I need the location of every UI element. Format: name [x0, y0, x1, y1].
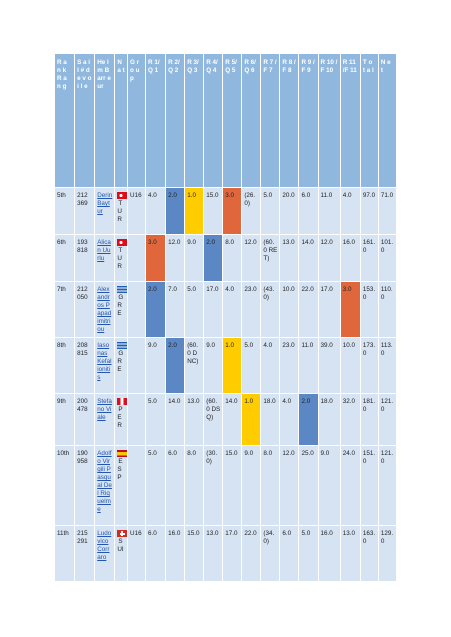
race-score-cell: 23.0 [242, 282, 261, 338]
total-cell: 173.0 [360, 338, 378, 394]
turkey-flag-icon [117, 239, 127, 246]
race-score-cell: 8.0 [261, 446, 280, 526]
nationality-code: TUR [117, 247, 123, 270]
header-r8: R 8 / F 8 [280, 54, 299, 188]
race-score-cell: 9.0 [204, 338, 223, 394]
race-score-cell: (26.0) [242, 188, 261, 235]
race-score-cell: 14.0 [299, 235, 318, 282]
header-r5: R 5/ Q 5 [223, 54, 242, 188]
header-r3: R 3/ Q 3 [185, 54, 204, 188]
race-score-cell: 32.0 [340, 394, 360, 446]
rank-cell: 6th [55, 235, 75, 282]
nationality-code: PER [117, 406, 123, 429]
rank-cell: 5th [55, 188, 75, 235]
nationality-code: GRE [117, 294, 124, 317]
header-total: T o t a l [360, 54, 378, 188]
table-row [55, 446, 397, 526]
race-score-cell: 14.0 [223, 394, 242, 446]
race-score-cell: 16.0 [340, 235, 360, 282]
header-net: N e t [378, 54, 396, 188]
total-cell: 163.0 [360, 526, 378, 582]
race-score-cell: 16.0 [166, 526, 185, 582]
header-r6: R 6/ Q 6 [242, 54, 261, 188]
spain-flag-icon [117, 450, 127, 457]
race-score-cell: (60.0 DSQ) [204, 394, 223, 446]
header-nat: N a t [115, 54, 128, 188]
table-row [55, 282, 397, 338]
race-score-cell: 13.0 [280, 235, 299, 282]
header-r11: R 11 /F 11 [340, 54, 360, 188]
race-score-cell: 10.0 [280, 282, 299, 338]
race-score-cell: 20.0 [280, 188, 299, 235]
group-cell [128, 282, 146, 338]
race-score-cell: 3.0 [340, 282, 360, 338]
race-score-cell: 18.0 [318, 394, 340, 446]
group-cell [128, 446, 146, 526]
race-score-cell: 5.0 [185, 282, 204, 338]
race-score-cell: 22.0 [242, 526, 261, 582]
sailor-link[interactable]: Iasonas Kefalionitis [97, 342, 112, 381]
total-cell: 151.0 [360, 446, 378, 526]
header-row [55, 54, 397, 188]
sailor-link[interactable]: Alexandros Papadimitriou [97, 286, 112, 333]
table-row [55, 235, 397, 282]
switzerland-flag-icon [117, 530, 127, 537]
greece-flag-icon [117, 342, 127, 349]
sailor-link[interactable]: Ludovico Corraro [97, 530, 112, 561]
race-score-cell: 9.0 [242, 446, 261, 526]
race-score-cell: (30.0) [204, 446, 223, 526]
race-score-cell: 5.0 [242, 338, 261, 394]
total-cell: 97.0 [360, 188, 378, 235]
net-cell: 101.0 [378, 235, 396, 282]
results-table [54, 53, 397, 582]
race-score-cell: 13.0 [340, 526, 360, 582]
race-score-cell: 2.0 [166, 188, 185, 235]
race-score-cell: 4.0 [223, 282, 242, 338]
net-cell: 110.0 [378, 282, 396, 338]
flag-cell [115, 282, 128, 338]
sail-number-cell: 212 050 [75, 282, 95, 338]
rank-cell: 9th [55, 394, 75, 446]
race-score-cell: 1.0 [223, 338, 242, 394]
race-score-cell: 15.0 [185, 526, 204, 582]
race-score-cell: 25.0 [299, 446, 318, 526]
race-score-cell: 7.0 [166, 282, 185, 338]
race-score-cell: (60.0 DNC) [185, 338, 204, 394]
table-row [55, 394, 397, 446]
race-score-cell: 1.0 [242, 394, 261, 446]
sail-number-cell: 190 958 [75, 446, 95, 526]
helm-cell [95, 446, 115, 526]
race-score-cell: 3.0 [146, 235, 166, 282]
nationality-code: GRE [117, 350, 124, 373]
table-row [55, 188, 397, 235]
rank-cell: 11th [55, 526, 75, 582]
race-score-cell: 15.0 [204, 188, 223, 235]
sailor-link[interactable]: Stefano Viale [97, 398, 112, 421]
nationality-code: ESP [117, 458, 123, 481]
header-sail: S a i l # d e v o i l e [75, 54, 95, 188]
header-r4: R 4/ Q 4 [204, 54, 223, 188]
group-cell [128, 338, 146, 394]
group-cell [128, 235, 146, 282]
total-cell: 161.0 [360, 235, 378, 282]
header-r2: R 2/ Q 2 [166, 54, 185, 188]
race-score-cell: 9.0 [318, 446, 340, 526]
race-score-cell: 2.0 [166, 338, 185, 394]
race-score-cell: 2.0 [299, 394, 318, 446]
race-score-cell: 2.0 [146, 282, 166, 338]
race-score-cell: 11.0 [318, 188, 340, 235]
net-cell: 121.0 [378, 394, 396, 446]
race-score-cell: (34.0) [261, 526, 280, 582]
race-score-cell: 15.0 [223, 446, 242, 526]
net-cell: 129.0 [378, 526, 396, 582]
race-score-cell: 11.0 [299, 338, 318, 394]
race-score-cell: 12.0 [242, 235, 261, 282]
table-row [55, 338, 397, 394]
sail-number-cell: 215 291 [75, 526, 95, 582]
race-score-cell: 17.0 [318, 282, 340, 338]
race-score-cell: 18.0 [261, 394, 280, 446]
sail-number-cell: 208 815 [75, 338, 95, 394]
race-score-cell: 12.0 [318, 235, 340, 282]
race-score-cell: 1.0 [185, 188, 204, 235]
rank-cell: 10th [55, 446, 75, 526]
race-score-cell: (60.0 RET) [261, 235, 280, 282]
net-cell: 71.0 [378, 188, 396, 235]
race-score-cell: 5.0 [146, 394, 166, 446]
sailor-link[interactable]: Derin Baytur [97, 192, 113, 215]
race-score-cell: 3.0 [223, 188, 242, 235]
race-score-cell: 12.0 [280, 446, 299, 526]
header-r7: R 7 / F 7 [261, 54, 280, 188]
race-score-cell: 17.0 [204, 282, 223, 338]
race-score-cell: 9.0 [146, 338, 166, 394]
total-cell: 181.0 [360, 394, 378, 446]
net-cell: 113.0 [378, 338, 396, 394]
race-score-cell: 4.0 [261, 338, 280, 394]
race-score-cell: 13.0 [185, 394, 204, 446]
race-score-cell: 2.0 [204, 235, 223, 282]
race-score-cell: 14.0 [166, 394, 185, 446]
race-score-cell: 6.0 [299, 188, 318, 235]
race-score-cell: 5.0 [261, 188, 280, 235]
nationality-code: SUI [117, 538, 124, 553]
group-cell [128, 394, 146, 446]
table-row [55, 526, 397, 582]
race-score-cell: 6.0 [146, 526, 166, 582]
helm-cell [95, 526, 115, 582]
race-score-cell: 16.0 [318, 526, 340, 582]
sailor-link[interactable]: Alican Uurlu [97, 239, 111, 262]
race-score-cell: 4.0 [340, 188, 360, 235]
turkey-flag-icon [117, 192, 127, 199]
helm-cell [95, 282, 115, 338]
race-score-cell: 22.0 [299, 282, 318, 338]
rank-cell: 8th [55, 338, 75, 394]
group-cell: U16 [128, 188, 146, 235]
race-score-cell: 23.0 [280, 338, 299, 394]
rank-cell: 7th [55, 282, 75, 338]
net-cell: 121.0 [378, 446, 396, 526]
sail-number-cell: 193 818 [75, 235, 95, 282]
helm-cell [95, 394, 115, 446]
header-helm: He lm Barr eur [95, 54, 115, 188]
flag-cell [115, 188, 128, 235]
total-cell: 153.0 [360, 282, 378, 338]
race-score-cell: 6.0 [280, 526, 299, 582]
flag-cell [115, 235, 128, 282]
sail-number-cell: 200 478 [75, 394, 95, 446]
flag-cell [115, 394, 128, 446]
flag-cell [115, 338, 128, 394]
race-score-cell: 5.0 [299, 526, 318, 582]
race-score-cell: 8.0 [223, 235, 242, 282]
group-cell: U16 [128, 526, 146, 582]
header-r10: R 10 /F 10 [318, 54, 340, 188]
race-score-cell: 9.0 [185, 235, 204, 282]
helm-cell [95, 235, 115, 282]
race-score-cell: 12.0 [166, 235, 185, 282]
race-score-cell: (43.0) [261, 282, 280, 338]
race-score-cell: 6.0 [166, 446, 185, 526]
header-r1: R 1/ Q 1 [146, 54, 166, 188]
flag-cell [115, 526, 128, 582]
race-score-cell: 17.0 [223, 526, 242, 582]
nationality-code: TUR [117, 200, 123, 223]
race-score-cell: 10.0 [340, 338, 360, 394]
race-score-cell: 4.0 [280, 394, 299, 446]
flag-cell [115, 446, 128, 526]
sail-number-cell: 212 369 [75, 188, 95, 235]
greece-flag-icon [117, 286, 127, 293]
sailor-link[interactable]: Adolfo Virgili Pasqual Del Riquelme [97, 450, 112, 513]
helm-cell [95, 188, 115, 235]
race-score-cell: 13.0 [204, 526, 223, 582]
race-score-cell: 39.0 [318, 338, 340, 394]
header-group: G r o u p [128, 54, 146, 188]
race-score-cell: 4.0 [146, 188, 166, 235]
race-score-cell: 8.0 [185, 446, 204, 526]
peru-flag-icon [117, 398, 127, 405]
race-score-cell: 24.0 [340, 446, 360, 526]
header-r9: R 9 / F 9 [299, 54, 318, 188]
header-rank: R a n k R a n g [55, 54, 75, 188]
helm-cell [95, 338, 115, 394]
race-score-cell: 5.0 [146, 446, 166, 526]
